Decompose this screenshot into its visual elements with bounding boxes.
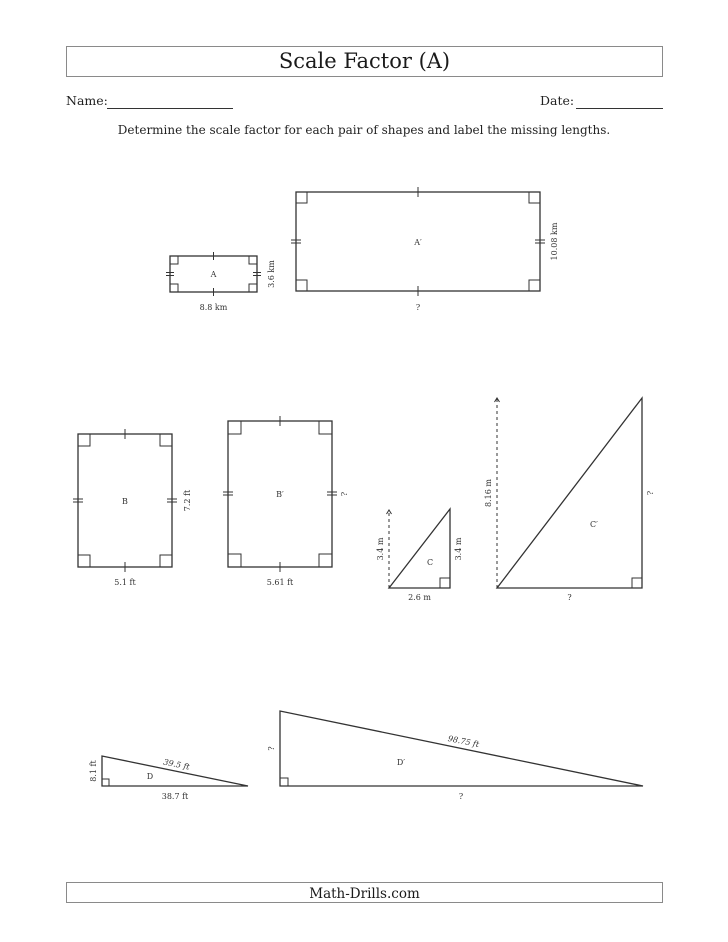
shape-a-width-label: 8.8 km	[199, 303, 228, 312]
shape-d-name: D	[146, 772, 154, 781]
shape-b-name: B	[122, 497, 128, 506]
shape-a-prime-name: A′	[414, 238, 422, 247]
shape-d-prime-name: D′	[396, 758, 406, 767]
instructions: Determine the scale factor for each pair of shapes and label the missing lengths.	[117, 123, 611, 137]
shape-d-prime-base-label: ?	[458, 792, 464, 801]
shape-c-height-label: 3.4 m	[454, 537, 463, 561]
page-title: Scale Factor (A)	[278, 49, 451, 73]
shape-d-base-label: 38.7 ft	[161, 792, 189, 801]
shape-a-height-label: 3.6 km	[267, 260, 276, 288]
shape-c-prime-height-label: ?	[646, 490, 655, 496]
shape-b-prime-name: B′	[276, 490, 284, 499]
footer-site: Math-Drills.com	[309, 886, 420, 902]
shape-c-prime-triangle	[495, 398, 643, 588]
shape-c-prime-base-label: ?	[567, 593, 572, 602]
shape-d-prime-height-label: ?	[267, 746, 276, 751]
shape-d-height-label: 8.1 ft	[89, 760, 98, 782]
shape-a-prime-height-label: 10.08 km	[550, 222, 559, 261]
shape-d-prime-triangle	[280, 711, 643, 786]
shape-b-width-label: 5.1 ft	[114, 578, 136, 587]
shape-c-prime-dashed-height-label: 8.16 m	[484, 479, 493, 507]
shape-c-triangle	[387, 509, 451, 588]
name-label: Name:	[66, 93, 108, 108]
shape-c-dashed-height-label: 3.4 m	[376, 537, 385, 561]
shape-b-prime-height-label: ?	[340, 491, 349, 497]
shape-c-prime-name: C′	[590, 520, 598, 529]
shape-d-hypotenuse-label: 39.5 ft	[162, 757, 191, 772]
date-label: Date:	[540, 93, 575, 108]
shape-b-prime-width-label: 5.61 ft	[266, 578, 294, 587]
shape-a-prime-width-label: ?	[415, 303, 421, 312]
shape-c-base-label: 2.6 m	[408, 593, 431, 602]
shape-d-prime-hypotenuse-label: 98.75 ft	[447, 733, 480, 750]
shape-b-height-label: 7.2 ft	[183, 489, 192, 512]
shape-c-name: C	[426, 558, 434, 567]
footer-box	[66, 882, 663, 903]
shape-a-name: A	[210, 270, 217, 279]
